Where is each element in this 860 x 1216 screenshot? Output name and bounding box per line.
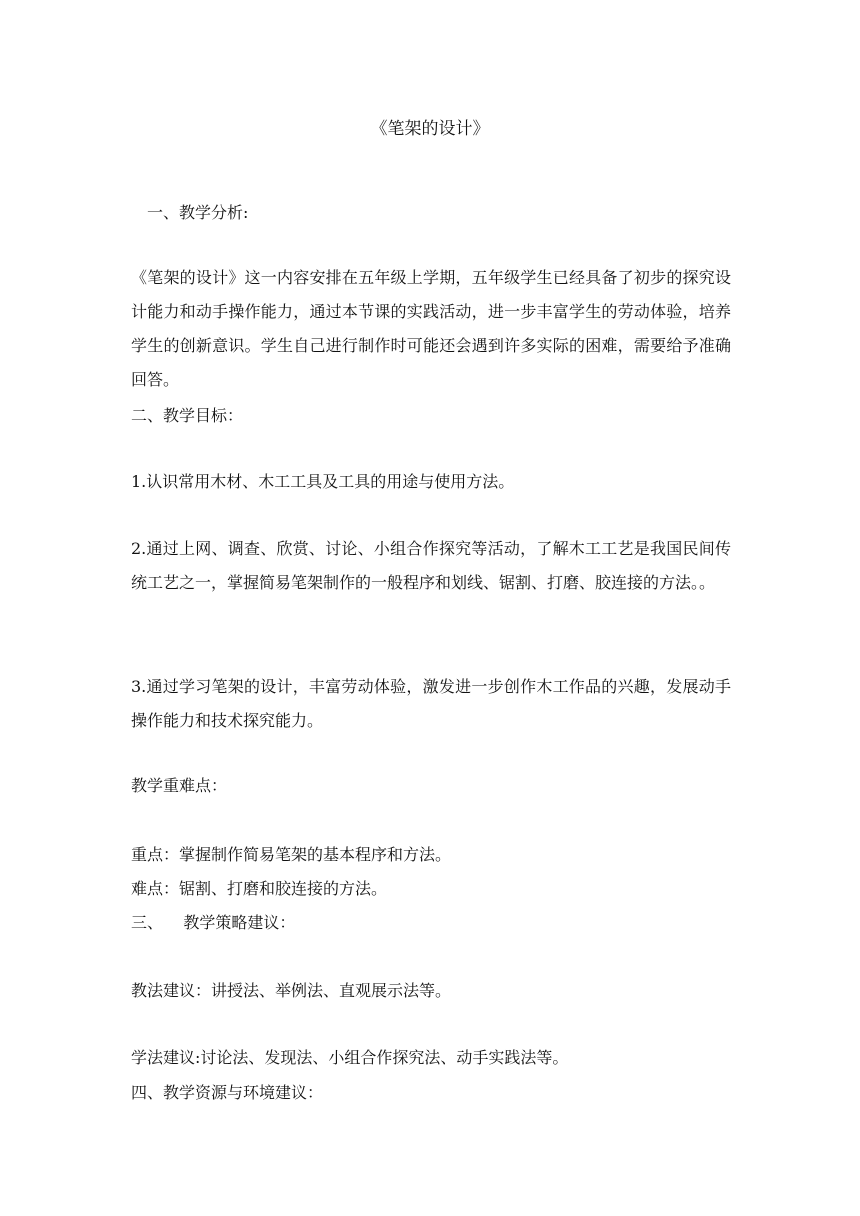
section1-heading: 一、教学分析: <box>147 203 249 222</box>
key-points-heading: 教学重难点： <box>131 776 228 795</box>
section2-heading: 二、教学目标： <box>131 406 244 425</box>
document-title: 《笔架的设计》 <box>370 119 490 139</box>
teaching-method: 教法建议：讲授法、举例法、直观展示法等。 <box>131 981 452 1000</box>
section3-heading: 三、 教学策略建议： <box>131 913 296 932</box>
section1-paragraph: 《笔架的设计》这一内容安排在五年级上学期，五年级学生已经具备了初步的探究设计能力和动手操作能力，通过本节课的实践活动，进一步丰富学生的劳动体验，培养学生的创新意识。学生自己进行制作时可能还会遇到许多实际的困难，需要给予准确回答。 <box>131 268 731 389</box>
goal-2: 2.通过上网、调查、欣赏、讨论、小组合作探究等活动，了解木工工艺是我国民间传统工艺之一，掌握简易笔架制作的一般程序和划线、锯割、打磨、胶连接的方法。。 <box>131 539 731 592</box>
section4-heading: 四、教学资源与环境建议： <box>131 1083 324 1102</box>
difficult-point: 难点：锯割、打磨和胶连接的方法。 <box>131 879 388 898</box>
learning-method: 学法建议:讨论法、发现法、小组合作探究法、动手实践法等。 <box>131 1048 569 1067</box>
goal-3: 3.通过学习笔架的设计，丰富劳动体验，激发进一步创作木工作品的兴趣，发展动手操作能力和技术探究能力。 <box>131 677 731 730</box>
goal-1: 1.认识常用木材、木工工具及工具的用途与使用方法。 <box>131 472 515 491</box>
key-point: 重点：掌握制作简易笔架的基本程序和方法。 <box>131 845 452 864</box>
